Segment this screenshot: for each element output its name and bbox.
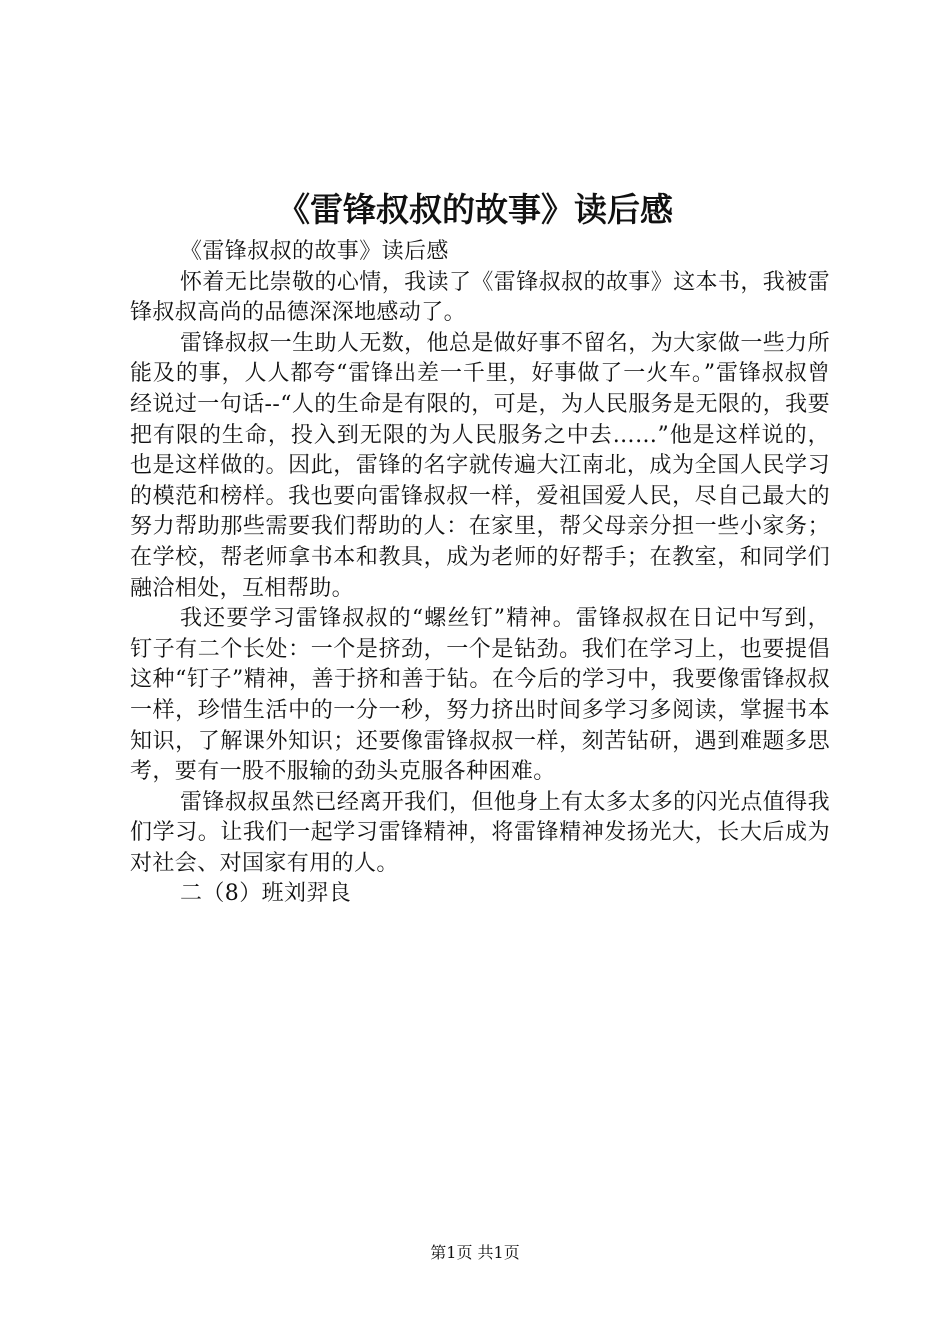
page-number-footer: 第1页 共1页 [430,1243,520,1262]
subtitle-paragraph: 《雷锋叔叔的故事》读后感 [180,239,449,264]
author-signature: 二（8）班刘羿良 [180,881,352,907]
document-title: 《雷锋叔叔的故事》读后感 [277,190,673,229]
body-paragraph: 怀着无比崇敬的心情，我读了《雷锋叔叔的故事》这本书，我被雷锋叔叔高尚的品德深深地感动了。 [130,269,830,326]
body-paragraph: 我还要学习雷锋叔叔的“螺丝钉”精神。雷锋叔叔在日记中写到，钉子有二个长处：一个是挤劲，一个是钻劲。我们在学习上，也要提倡这种“钉子”精神，善于挤和善于钻。在今后的学习中，我要像雷锋叔叔一样，珍惜生活中的一分一秒，努力挤出时间多学习多阅读，掌握书本知识，了解课外知识；还要像雷锋叔叔一样，刻苦钻研，遇到难题多思考，要有一股不服输的劲头克服各种困难。 [130,606,830,785]
body-paragraph: 雷锋叔叔虽然已经离开我们，但他身上有太多太多的闪光点值得我们学习。让我们一起学习雷锋精神，将雷锋精神发扬光大，长大后成为对社会、对国家有用的人。 [130,789,830,876]
body-paragraph: 雷锋叔叔一生助人无数，他总是做好事不留名，为大家做一些力所能及的事，人人都夸“雷锋出差一千里，好事做了一火车。”雷锋叔叔曾经说过一句话--“人的生命是有限的，可是，为人民服务是无限的，我要把有限的生命，投入到无限的为人民服务之中去……”他是这样说的，也是这样做的。因此，雷锋的名字就传遍大江南北，成为全国人民学习的模范和榜样。我也要向雷锋叔叔一样，爱祖国爱人民，尽自己最大的努力帮助那些需要我们帮助的人：在家里，帮父母亲分担一些小家务；在学校，帮老师拿书本和教具，成为老师的好帮手；在教室，和同学们融洽相处，互相帮助。 [130,330,830,601]
document-body [130,237,830,910]
